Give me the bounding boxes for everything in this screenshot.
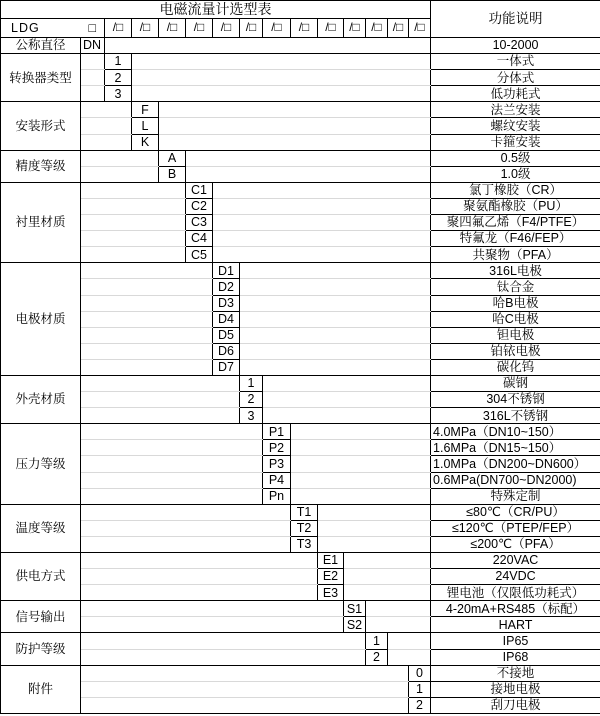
option-desc: 铂铱电极	[431, 343, 600, 359]
option-desc: 316L电极	[431, 263, 600, 279]
staircase-filler	[81, 375, 240, 391]
option-desc: 特殊定制	[431, 488, 600, 504]
staircase-filler	[81, 279, 213, 295]
option-desc: 220VAC	[431, 553, 600, 569]
option-desc: 法兰安装	[431, 102, 600, 118]
option-desc: 0.5级	[431, 150, 600, 166]
group-label: 衬里材质	[1, 182, 81, 262]
table-row	[1, 408, 600, 424]
option-desc: 4-20mA+RS485（标配）	[431, 601, 600, 617]
group-label: 供电方式	[1, 553, 81, 601]
staircase-filler	[81, 86, 105, 102]
staircase-filler	[81, 134, 132, 150]
staircase-filler	[291, 456, 431, 472]
staircase-filler	[81, 697, 409, 713]
option-desc: 24VDC	[431, 569, 600, 585]
option-desc: 哈C电极	[431, 311, 600, 327]
option-code: 3	[240, 408, 263, 424]
table-row	[1, 150, 600, 166]
option-code: C5	[186, 247, 213, 263]
option-code: K	[132, 134, 159, 150]
table-row	[1, 38, 600, 54]
table-row	[1, 231, 600, 247]
table-row	[1, 70, 600, 86]
staircase-filler	[159, 134, 431, 150]
staircase-filler	[240, 327, 431, 343]
option-code: 1	[409, 681, 431, 697]
table-row	[1, 166, 600, 182]
option-desc: 碳钢	[431, 375, 600, 391]
table-row	[1, 424, 600, 440]
option-desc: ≤200℃（PFA）	[431, 536, 600, 552]
option-code: E3	[318, 585, 344, 601]
staircase-filler	[240, 279, 431, 295]
option-code: D5	[213, 327, 240, 343]
option-desc: 316L不锈钢	[431, 408, 600, 424]
staircase-filler	[81, 263, 213, 279]
option-desc: IP65	[431, 633, 600, 649]
option-code: T1	[291, 504, 318, 520]
staircase-filler	[81, 247, 186, 263]
staircase-filler	[81, 553, 318, 569]
option-desc: ≤120℃（PTEP/FEP）	[431, 520, 600, 536]
staircase-filler	[186, 166, 431, 182]
table-row	[1, 569, 600, 585]
table-row	[1, 247, 600, 263]
staircase-filler	[81, 118, 132, 134]
option-code: D7	[213, 359, 240, 375]
staircase-filler	[240, 295, 431, 311]
staircase-filler	[213, 215, 431, 231]
model-slot-box-6: /□	[240, 19, 263, 38]
group-label: 安装形式	[1, 102, 81, 150]
staircase-filler	[81, 359, 213, 375]
table-row	[1, 392, 600, 408]
option-desc: 氯丁橡胶（CR）	[431, 182, 600, 198]
model-dn-box: □	[81, 19, 105, 38]
option-code: P3	[263, 456, 291, 472]
staircase-filler	[213, 231, 431, 247]
model-slot-box-4: /□	[186, 19, 213, 38]
staircase-filler	[291, 472, 431, 488]
option-code: 2	[409, 697, 431, 713]
staircase-filler	[318, 520, 431, 536]
staircase-filler	[81, 215, 186, 231]
option-desc: 螺纹安装	[431, 118, 600, 134]
option-desc: 不接地	[431, 665, 600, 681]
model-prefix: LDG	[1, 19, 81, 38]
table-row	[1, 375, 600, 391]
table-row	[1, 311, 600, 327]
staircase-filler	[81, 295, 213, 311]
staircase-filler	[81, 456, 263, 472]
staircase-filler	[132, 86, 431, 102]
option-code: C3	[186, 215, 213, 231]
option-code: D6	[213, 343, 240, 359]
staircase-filler	[186, 150, 431, 166]
table-row	[1, 617, 600, 633]
group-label: 外壳材质	[1, 375, 81, 423]
table-row	[1, 553, 600, 569]
table-row	[1, 198, 600, 214]
staircase-filler	[213, 182, 431, 198]
staircase-filler	[105, 38, 431, 54]
group-label: 转换器类型	[1, 54, 81, 102]
option-code: C4	[186, 231, 213, 247]
table-row	[1, 665, 600, 681]
selector-table-body	[1, 1, 600, 714]
option-desc: ≤80℃（CR/PU）	[431, 504, 600, 520]
option-code: L	[132, 118, 159, 134]
staircase-filler	[81, 681, 409, 697]
staircase-filler	[81, 585, 318, 601]
staircase-filler	[388, 633, 431, 649]
model-slot-box-3: /□	[159, 19, 186, 38]
option-desc: 特氟龙（F46/FEP）	[431, 231, 600, 247]
option-code: 2	[366, 649, 388, 665]
table-row	[1, 343, 600, 359]
table-row	[1, 118, 600, 134]
table-row	[1, 359, 600, 375]
option-desc: 碳化钨	[431, 359, 600, 375]
option-code: P4	[263, 472, 291, 488]
option-code: E2	[318, 569, 344, 585]
group-label: 公称直径	[1, 38, 81, 54]
staircase-filler	[81, 231, 186, 247]
table-row	[1, 86, 600, 102]
option-desc: IP68	[431, 649, 600, 665]
staircase-filler	[344, 585, 431, 601]
staircase-filler	[81, 617, 344, 633]
table-row	[1, 295, 600, 311]
table-title: 电磁流量计选型表	[1, 1, 431, 19]
table-row	[1, 681, 600, 697]
staircase-filler	[81, 504, 291, 520]
staircase-filler	[240, 359, 431, 375]
staircase-filler	[81, 488, 263, 504]
staircase-filler	[318, 536, 431, 552]
staircase-filler	[81, 520, 291, 536]
staircase-filler	[291, 424, 431, 440]
staircase-filler	[344, 553, 431, 569]
table-row	[1, 134, 600, 150]
group-label: 电极材质	[1, 263, 81, 376]
staircase-filler	[132, 54, 431, 70]
option-code: 3	[105, 86, 132, 102]
staircase-filler	[81, 408, 240, 424]
staircase-filler	[240, 343, 431, 359]
option-code: 1	[105, 54, 132, 70]
table-row	[1, 585, 600, 601]
staircase-filler	[291, 488, 431, 504]
option-code: D4	[213, 311, 240, 327]
staircase-filler	[81, 536, 291, 552]
option-code: 2	[240, 392, 263, 408]
option-code: F	[132, 102, 159, 118]
option-desc: 304不锈钢	[431, 392, 600, 408]
option-desc: 1.0级	[431, 166, 600, 182]
title-row	[1, 1, 600, 19]
group-label: 防护等级	[1, 633, 81, 665]
staircase-filler	[81, 392, 240, 408]
option-desc: HART	[431, 617, 600, 633]
staircase-filler	[81, 633, 366, 649]
staircase-filler	[81, 182, 186, 198]
staircase-filler	[366, 617, 431, 633]
option-code: S1	[344, 601, 366, 617]
table-row	[1, 102, 600, 118]
table-row	[1, 456, 600, 472]
staircase-filler	[81, 472, 263, 488]
option-code: 0	[409, 665, 431, 681]
table-row	[1, 215, 600, 231]
staircase-filler	[240, 263, 431, 279]
model-slot-box-12: /□	[388, 19, 409, 38]
option-desc: 4.0MPa（DN10~150）	[431, 424, 600, 440]
staircase-filler	[81, 424, 263, 440]
option-desc: 钽电极	[431, 327, 600, 343]
option-desc: 共聚物（PFA）	[431, 247, 600, 263]
staircase-filler	[81, 311, 213, 327]
staircase-filler	[159, 102, 431, 118]
option-desc: 低功耗式	[431, 86, 600, 102]
staircase-filler	[81, 327, 213, 343]
option-code: D2	[213, 279, 240, 295]
staircase-filler	[263, 408, 431, 424]
table-row	[1, 327, 600, 343]
option-code: B	[159, 166, 186, 182]
table-row	[1, 536, 600, 552]
staircase-filler	[81, 150, 159, 166]
option-desc: 1.0MPa（DN200~DN600）	[431, 456, 600, 472]
option-code: 1	[366, 633, 388, 649]
staircase-filler	[81, 198, 186, 214]
option-desc: 钛合金	[431, 279, 600, 295]
staircase-filler	[81, 343, 213, 359]
option-code: DN	[81, 38, 105, 54]
table-row	[1, 633, 600, 649]
option-code: C2	[186, 198, 213, 214]
table-row	[1, 649, 600, 665]
function-column-header: 功能说明	[431, 1, 600, 38]
option-desc: 锂电池（仅限低功耗式）	[431, 585, 600, 601]
table-row	[1, 520, 600, 536]
staircase-filler	[132, 70, 431, 86]
staircase-filler	[318, 504, 431, 520]
staircase-filler	[213, 247, 431, 263]
model-slot-box-13: /□	[409, 19, 431, 38]
model-slot-box-1: /□	[105, 19, 132, 38]
staircase-filler	[263, 392, 431, 408]
table-row	[1, 504, 600, 520]
option-desc: 刮刀电极	[431, 697, 600, 713]
option-code: P1	[263, 424, 291, 440]
table-row	[1, 472, 600, 488]
model-slot-box-5: /□	[213, 19, 240, 38]
staircase-filler	[213, 198, 431, 214]
option-code: D3	[213, 295, 240, 311]
option-desc: 1.6MPa（DN15~150）	[431, 440, 600, 456]
table-row	[1, 279, 600, 295]
group-label: 附件	[1, 665, 81, 713]
staircase-filler	[81, 166, 159, 182]
staircase-filler	[81, 569, 318, 585]
group-label: 精度等级	[1, 150, 81, 182]
staircase-filler	[291, 440, 431, 456]
option-code: Pn	[263, 488, 291, 504]
staircase-filler	[81, 70, 105, 86]
option-code: P2	[263, 440, 291, 456]
option-code: T3	[291, 536, 318, 552]
staircase-filler	[81, 440, 263, 456]
option-desc: 接地电极	[431, 681, 600, 697]
option-code: 2	[105, 70, 132, 86]
option-desc: 一体式	[431, 54, 600, 70]
option-desc: 哈B电极	[431, 295, 600, 311]
option-code: T2	[291, 520, 318, 536]
table-row	[1, 697, 600, 713]
option-desc: 10-2000	[431, 38, 600, 54]
staircase-filler	[81, 601, 344, 617]
staircase-filler	[81, 102, 132, 118]
model-slot-box-8: /□	[291, 19, 318, 38]
staircase-filler	[81, 54, 105, 70]
staircase-filler	[388, 649, 431, 665]
table-row	[1, 440, 600, 456]
table-row	[1, 54, 600, 70]
option-code: 1	[240, 375, 263, 391]
model-slot-box-2: /□	[132, 19, 159, 38]
option-code: A	[159, 150, 186, 166]
model-slot-box-9: /□	[318, 19, 344, 38]
group-label: 压力等级	[1, 424, 81, 504]
model-slot-box-11: /□	[366, 19, 388, 38]
group-label: 温度等级	[1, 504, 81, 552]
staircase-filler	[240, 311, 431, 327]
table-row	[1, 182, 600, 198]
option-code: C1	[186, 182, 213, 198]
staircase-filler	[81, 665, 409, 681]
staircase-filler	[81, 649, 366, 665]
table-row	[1, 488, 600, 504]
staircase-filler	[263, 375, 431, 391]
option-desc: 0.6MPa(DN700~DN2000)	[431, 472, 600, 488]
staircase-filler	[366, 601, 431, 617]
option-desc: 分体式	[431, 70, 600, 86]
model-slot-box-10: /□	[344, 19, 366, 38]
option-code: E1	[318, 553, 344, 569]
model-slot-box-7: /□	[263, 19, 291, 38]
group-label: 信号输出	[1, 601, 81, 633]
staircase-filler	[159, 118, 431, 134]
staircase-filler	[344, 569, 431, 585]
option-code: S2	[344, 617, 366, 633]
option-code: D1	[213, 263, 240, 279]
option-desc: 聚四氟乙烯（F4/PTFE）	[431, 215, 600, 231]
option-desc: 聚氨酯橡胶（PU）	[431, 198, 600, 214]
table-row	[1, 263, 600, 279]
table-row	[1, 601, 600, 617]
option-desc: 卡箍安装	[431, 134, 600, 150]
